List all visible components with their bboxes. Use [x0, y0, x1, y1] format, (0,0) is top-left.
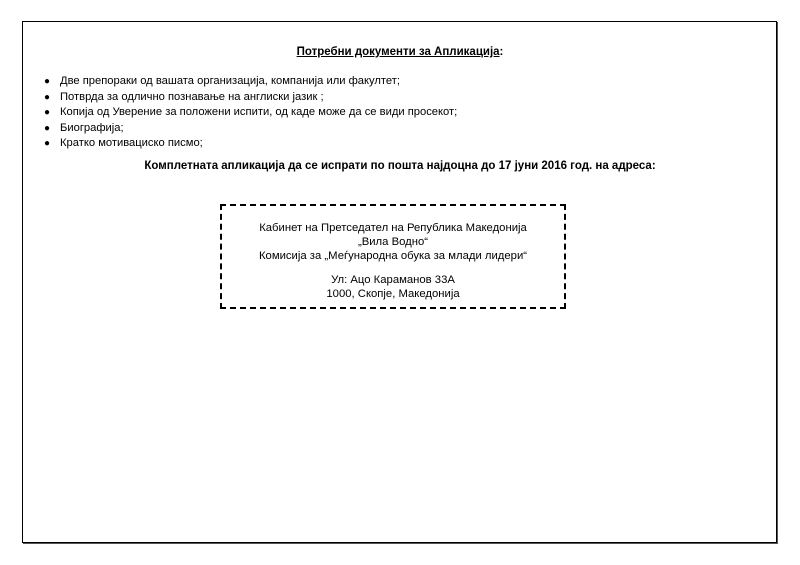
- address-line-office: Кабинет на Претседател на Република Македонија: [259, 222, 527, 234]
- requirements-list: [40, 74, 457, 152]
- address-lines: [222, 221, 564, 301]
- deadline-text: Комплетната апликација да се испрати по пошта најдоцна до 17 јуни 2016 год. на адреса:: [144, 160, 656, 172]
- list-item: [40, 90, 457, 106]
- list-item-text: Копија од Уверение за положени испити, од каде може да се види просекот;: [60, 106, 458, 119]
- address-spacer: [222, 263, 564, 273]
- list-item-text: Кратко мотивациско писмо;: [60, 137, 203, 150]
- list-item: [40, 105, 457, 121]
- bullet-icon: ●: [44, 138, 51, 150]
- list-item-text: Две препораки од вашата организација, компанија или факултет;: [60, 75, 400, 87]
- list-item: [40, 74, 457, 90]
- address-line-city: 1000, Скопје, Македонија: [326, 288, 460, 300]
- bullet-icon: ●: [44, 91, 51, 103]
- heading-title: Потребни документи за Апликација: [296, 46, 500, 58]
- address-line-commission: Комисија за „Меѓународна обука за млади лидери“: [258, 250, 528, 262]
- list-item-text: Потврда за одлично познавање на англиски јазик ;: [60, 90, 324, 103]
- heading-colon: :: [499, 46, 504, 58]
- list-item: [40, 121, 457, 137]
- address-line-street: Ул: Ацо Караманов 33А: [331, 274, 455, 286]
- bullet-icon: ●: [44, 107, 51, 119]
- section-heading: [0, 46, 800, 58]
- list-item-text: Биографија;: [60, 121, 124, 134]
- address-box: [220, 204, 566, 309]
- bullet-icon: ●: [44, 122, 51, 134]
- address-line-villa: „Вила Водно“: [357, 236, 429, 248]
- bullet-icon: ●: [44, 76, 51, 87]
- list-item: [40, 136, 457, 152]
